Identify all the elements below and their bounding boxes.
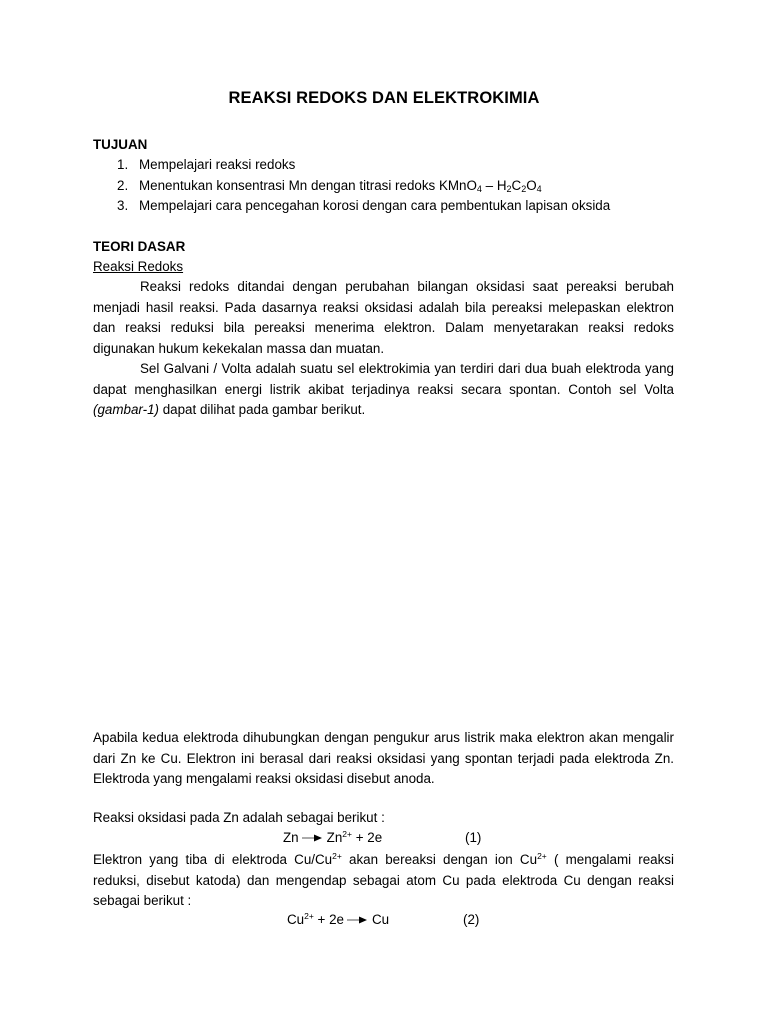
equation-term: + 2e — [351, 830, 383, 845]
list-number: 3. — [117, 198, 129, 213]
paragraph-oksidasi-intro: Reaksi oksidasi pada Zn adalah sebagai berikut : — [93, 810, 385, 825]
equation-1-number: (1) — [465, 830, 482, 845]
list-text: C — [511, 178, 522, 193]
paragraph-text: Sel Galvani / Volta adalah suatu sel elektrokimia yan terdiri dari dua buah elektroda yang dapat menghasilkan energi listrik akibat terjadinya reaksi secara spontan. Contoh sel Volta — [93, 361, 674, 397]
paragraph-text: akan bereaksi dengan ion Cu — [341, 852, 538, 867]
subscript: 4 — [476, 184, 482, 194]
paragraph-text: Elektron yang tiba di elektroda Cu/Cu — [93, 852, 333, 867]
equation-2 — [287, 912, 389, 927]
equation-term: + 2e — [313, 912, 344, 927]
equation-term: Zn — [326, 830, 343, 845]
subscript: 4 — [536, 184, 542, 194]
figure-placeholder — [93, 438, 674, 708]
equation-1 — [283, 830, 382, 845]
paragraph-text: dapat dilihat pada gambar berikut. — [159, 402, 366, 418]
paragraph-text: ( mengalami reaksi reduksi, disebut katoda) dan mengendap sebagai atom Cu pada elektroda Cu dengan reaksi sebagai berikut : — [93, 852, 674, 909]
tujuan-heading: TUJUAN — [93, 137, 148, 152]
list-text: Mempelajari reaksi redoks — [139, 157, 296, 172]
list-text: O — [526, 178, 537, 193]
subscript: 2 — [521, 184, 527, 194]
list-number: 2. — [117, 178, 129, 193]
superscript: 2+ — [332, 851, 342, 861]
reaksi-redoks-subheading: Reaksi Redoks — [93, 259, 184, 274]
paragraph-sel-volta — [93, 359, 674, 421]
paragraph-elektroda: Apabila kedua elektroda dihubungkan dengan pengukur arus listrik maka elektron akan mengalir dari Zn ke Cu. Elektron ini berasal dari reaksi oksidasi yang spontan terjadi pada elektroda Zn. Elektroda yang mengalami reaksi oksidasi disebut anoda. — [93, 730, 674, 787]
equation-term: Zn — [283, 830, 299, 845]
document-title: REAKSI REDOKS DAN ELEKTROKIMIA — [228, 89, 540, 107]
paragraph-reduksi — [93, 850, 674, 912]
tujuan-item-3 — [117, 198, 610, 213]
tujuan-item-2 — [117, 178, 542, 193]
reaction-arrow-icon — [302, 834, 322, 842]
figure-reference: (gambar-1) — [93, 402, 159, 418]
reaction-arrow-icon — [347, 916, 367, 924]
list-number: 1. — [117, 157, 129, 172]
paragraph-redoks: Reaksi redoks ditandai dengan perubahan bilangan oksidasi saat pereaksi berubah menjadi hasil reaksi. Pada dasarnya reaksi oksidasi adalah bila pereaksi melepaskan elektron dan reaksi reduksi bila pereaksi menerima elektron. Dalam menyetarakan reaksi redoks digunakan hukum kekekalan massa dan muatan. — [93, 279, 674, 356]
superscript: 2+ — [304, 911, 314, 921]
superscript: 2+ — [537, 851, 547, 861]
superscript: 2+ — [342, 829, 352, 839]
subscript: 2 — [506, 184, 512, 194]
list-text: Menentukan konsentrasi Mn dengan titrasi redoks KMnO — [139, 178, 477, 193]
teori-dasar-heading: TEORI DASAR — [93, 239, 186, 254]
equation-2-number: (2) — [463, 912, 480, 927]
list-text: Mempelajari cara pencegahan korosi dengan cara pembentukan lapisan oksida — [139, 198, 611, 213]
equation-term: Cu — [287, 912, 305, 927]
tujuan-item-1 — [117, 157, 295, 172]
equation-term: Cu — [371, 912, 390, 927]
list-text: – H — [481, 178, 507, 193]
